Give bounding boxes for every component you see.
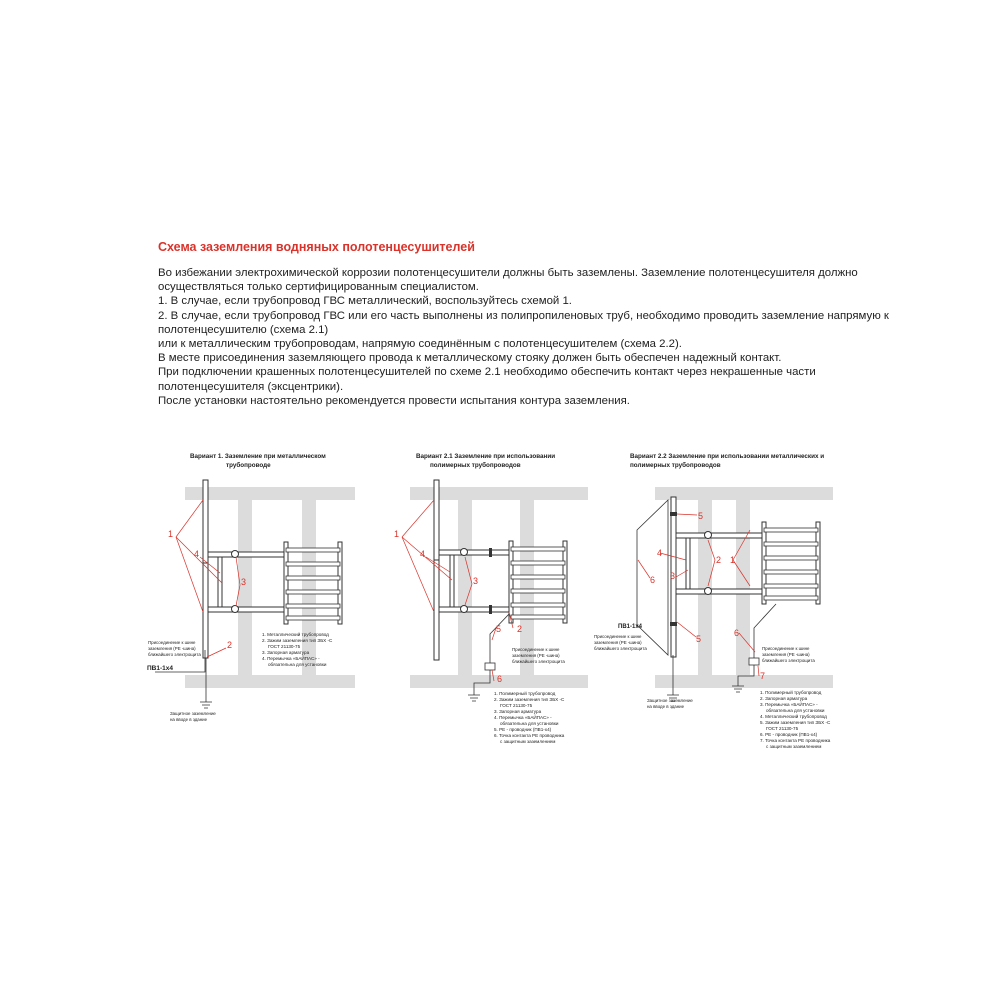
svg-text:4. Металлический трубопровод: 4. Металлический трубопровод [760, 714, 827, 719]
diagram1-subtitle: трубопроводе [226, 462, 271, 469]
legend [760, 689, 831, 749]
svg-text:1. Полимерный трубопровод: 1. Полимерный трубопровод [760, 690, 822, 695]
callout-7: 7 [760, 671, 766, 681]
callout-2: 2 [716, 555, 722, 565]
diagram2-subtitle: полимерных трубопроводов [430, 462, 521, 469]
svg-text:6. Точка контакта PE проводник: 6. Точка контакта PE проводника [494, 733, 565, 738]
callout-4: 4 [194, 549, 200, 559]
callout-5: 5 [496, 624, 502, 634]
contact-point-icon [749, 658, 759, 665]
diagram-variant-2-2 [594, 453, 833, 749]
towel-rail [762, 522, 820, 604]
diagram-variant-1 [147, 453, 355, 722]
svg-text:обязательна для установки: обязательна для установки [268, 662, 327, 667]
clamp-icon [489, 605, 492, 614]
pe-wire [490, 614, 509, 664]
svg-text:заземления (PE -шина): заземления (PE -шина) [512, 653, 560, 658]
callout-lines [402, 500, 513, 681]
connection-label: Присоединение к шине [512, 647, 560, 652]
shutoff-valve-icon [461, 549, 468, 556]
riser-pipe [671, 497, 764, 657]
ground-symbol-icon [200, 702, 212, 708]
callout-3: 3 [670, 571, 676, 581]
intro-line: При подключении крашенных полотенцесушителей по схеме 2.1 необходимо обеспечить контакт через некрашенные части [158, 366, 816, 379]
svg-text:на вводе в здание: на вводе в здание [647, 704, 685, 709]
svg-text:1. Полимерный трубопровод: 1. Полимерный трубопровод [494, 691, 556, 696]
diagram3-title: Вариант 2.2 Заземление при использовании металлических и [630, 453, 825, 460]
svg-text:заземления (PE -шина): заземления (PE -шина) [594, 640, 642, 645]
callout-2: 2 [227, 640, 233, 650]
svg-text:с защитным заземлением: с защитным заземлением [766, 744, 822, 749]
connection-label: Присоединение к шине [594, 634, 642, 639]
clamp-icon [670, 622, 677, 626]
svg-text:на вводе в здание: на вводе в здание [170, 717, 208, 722]
intro-line: полотенцесушителя (эксцентрики). [158, 380, 344, 393]
intro-line: В месте присоединения заземляющего провода к металлическому стояку должен быть обеспечен надежный контакт. [158, 352, 782, 365]
towel-rail [509, 541, 567, 623]
ground-label: Защитное заземление [170, 711, 216, 716]
callout-1: 1 [730, 555, 736, 565]
svg-text:ГОСТ 21130-75: ГОСТ 21130-75 [500, 703, 533, 708]
ground-label: Защитное заземление [647, 698, 693, 703]
svg-text:5. Зажим заземления тип ЗБХ -С: 5. Зажим заземления тип ЗБХ -С [760, 720, 831, 725]
legend [494, 690, 565, 744]
clamp-icon [670, 512, 677, 516]
intro-line: 2. В случае, если трубопровод ГВС или его часть выполнены из полипропиленовых труб, необходимо проводить заземление напрямую к [158, 309, 889, 322]
intro-line: 1. В случае, если трубопровод ГВС металлический, воспользуйтесь схемой 1. [158, 295, 572, 308]
shutoff-valve-icon [461, 606, 468, 613]
svg-text:ГОСТ 21130-75: ГОСТ 21130-75 [268, 644, 301, 649]
svg-text:3. Запорная арматура: 3. Запорная арматура [494, 709, 542, 714]
svg-text:2. Зажим заземления тип ЗБХ -С: 2. Зажим заземления тип ЗБХ -С [494, 697, 565, 702]
connection-label: Присоединение к шине [762, 646, 810, 651]
callout-6: 6 [734, 628, 740, 638]
legend [262, 631, 333, 667]
svg-text:обязательна для установки: обязательна для установки [766, 708, 825, 713]
callout-1: 1 [394, 529, 400, 539]
intro-line: или к металлическим трубопроводам, напрямую соединённым с полотенцесушителем (схема 2.2). [158, 338, 682, 351]
intro-line: осуществляться только сертифицированным специалистом. [158, 281, 479, 294]
svg-text:ближайшего электрощита: ближайшего электрощита [762, 658, 815, 663]
intro-line: полотенцесушителю (схема 2.1) [158, 323, 329, 336]
svg-text:ближайшего электрощита: ближайшего электрощита [512, 659, 565, 664]
diagram-variant-2-1 [394, 453, 588, 744]
svg-text:обязательна для установки: обязательна для установки [500, 721, 559, 726]
shutoff-valve-icon [232, 606, 239, 613]
callout-5: 5 [698, 511, 704, 521]
svg-text:3. Перемычка «БАЙПАС» -: 3. Перемычка «БАЙПАС» - [760, 702, 818, 707]
intro-line: Во избежании электрохимической коррозии полотенцесушители должны быть заземлены. Заземление полотенцесушителя должно [158, 267, 858, 279]
shutoff-valve-icon [705, 532, 712, 539]
intro-line: После установки настоятельно рекомендуется провести испытания контура заземления. [158, 394, 630, 407]
svg-text:2. Запорная арматура: 2. Запорная арматура [760, 696, 808, 701]
diagram1-title: Вариант 1. Заземление при металлическом [190, 453, 326, 460]
svg-text:5. PE - проводник (ПВ1-х4): 5. PE - проводник (ПВ1-х4) [494, 727, 552, 732]
wire-label: ПВ1-1х4 [618, 624, 642, 630]
svg-text:4. Перемычка «БАЙПАС» -: 4. Перемычка «БАЙПАС» - [262, 656, 320, 661]
svg-text:заземления (PE -шина): заземления (PE -шина) [762, 652, 810, 657]
callout-5: 5 [696, 634, 702, 644]
callout-6: 6 [650, 575, 656, 585]
svg-text:3. Запорная арматура: 3. Запорная арматура [262, 650, 310, 655]
svg-text:2. Зажим заземления тип ЗБХ -С: 2. Зажим заземления тип ЗБХ -С [262, 638, 333, 643]
callout-3: 3 [241, 577, 247, 587]
shutoff-valve-icon [232, 551, 239, 558]
svg-text:1. Металлический трубопровод: 1. Металлический трубопровод [262, 632, 329, 637]
contact-point-icon [485, 663, 495, 670]
svg-text:4. Перемычка «БАЙПАС» -: 4. Перемычка «БАЙПАС» - [494, 715, 552, 720]
svg-text:6. PE - проводник (ПВ1-х4): 6. PE - проводник (ПВ1-х4) [760, 732, 818, 737]
callout-1: 1 [168, 529, 174, 539]
diagram2-title: Вариант 2.1 Заземление при использовании [416, 453, 556, 460]
callout-4: 4 [657, 548, 663, 558]
callout-4: 4 [420, 549, 426, 559]
diagram3-subtitle: полимерных трубопроводов [630, 462, 721, 469]
callout-6: 6 [497, 674, 503, 684]
svg-text:с защитным заземлением: с защитным заземлением [500, 739, 556, 744]
ground-symbol-icon [468, 695, 480, 701]
clamp-icon [489, 548, 492, 557]
callout-2: 2 [517, 624, 523, 634]
wire-label: ПВ1-1х4 [147, 665, 173, 672]
callout-3: 3 [473, 576, 479, 586]
page-title: Схема заземления водняных полотенцесушителей [158, 240, 475, 254]
svg-text:ближайшего электрощита: ближайшего электрощита [594, 646, 647, 651]
svg-text:ближайшего электрощита: ближайшего электрощита [148, 652, 201, 657]
shutoff-valve-icon [705, 588, 712, 595]
svg-text:заземления (PE -шина): заземления (PE -шина) [148, 646, 196, 651]
svg-text:7. Точка контакта PE проводник: 7. Точка контакта PE проводника [760, 738, 831, 743]
svg-text:ГОСТ 21130-75: ГОСТ 21130-75 [766, 726, 799, 731]
connection-label: Присоединение к шине [148, 640, 196, 645]
